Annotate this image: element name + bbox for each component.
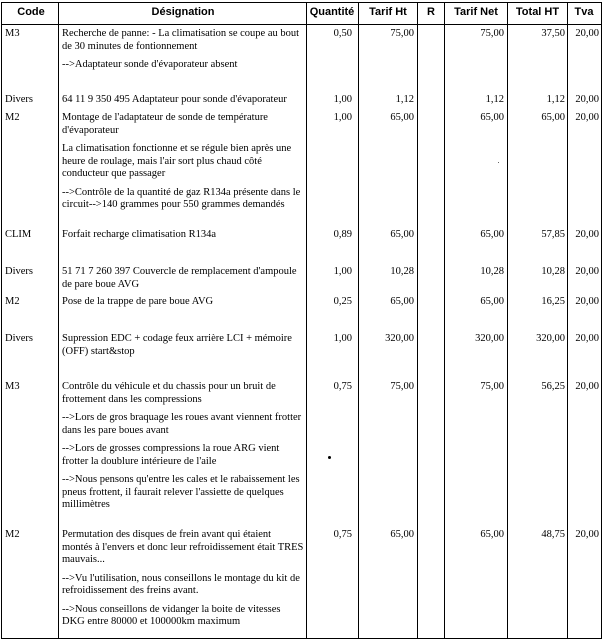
header-tarif-ht: Tarif Ht xyxy=(369,6,407,18)
row-tarif-net: 75,00 xyxy=(480,381,504,392)
header-quantite: Quantité xyxy=(309,6,355,18)
row-tarif-net: 10,28 xyxy=(480,266,504,277)
row-quantite: 0,50 xyxy=(333,28,352,39)
row-tva: 20,00 xyxy=(575,28,599,39)
row-tva: 20,00 xyxy=(575,529,599,540)
row-designation xyxy=(62,112,304,218)
row-code: Divers xyxy=(5,333,33,344)
row-tarif-net: 65,00 xyxy=(480,529,504,540)
row-total-ht: 10,28 xyxy=(541,266,565,277)
designation-paragraph: Recherche de panne: - La climatisation se coupe au bout de 30 minutes de fontionnement xyxy=(62,28,300,52)
designation-paragraph: -->Nous pensons qu'entre les cales et le rabaissement les pneus frottent, il faurait relever l'assiette de quelques millimètres xyxy=(62,474,300,510)
row-code: Divers xyxy=(5,266,33,277)
designation-paragraph: Pose de la trappe de pare boue AVG xyxy=(62,296,214,307)
row-total-ht: 16,25 xyxy=(541,296,565,307)
row-tarif-ht: 10,28 xyxy=(390,266,414,277)
row-code: CLIM xyxy=(5,229,32,240)
row-tarif-ht: 65,00 xyxy=(390,529,414,540)
row-tarif-ht: 75,00 xyxy=(390,381,414,392)
row-tarif-ht: 65,00 xyxy=(390,229,414,240)
stray-mark xyxy=(328,456,331,459)
designation-paragraph: -->Nous conseillons de vidanger la boite de vitesses DKG entre 80000 et 100000km maximum xyxy=(62,603,281,627)
row-quantite: 0,75 xyxy=(333,529,352,540)
row-designation xyxy=(62,296,304,315)
row-quantite: 0,75 xyxy=(333,381,352,392)
row-code: M3 xyxy=(5,28,20,39)
row-quantite: 1,00 xyxy=(333,266,352,277)
col-divider xyxy=(58,2,59,639)
row-tarif-ht: 1,12 xyxy=(395,94,414,105)
header-r: R xyxy=(427,6,435,18)
row-designation xyxy=(62,529,304,635)
row-total-ht: 37,50 xyxy=(541,28,565,39)
table-header xyxy=(1,2,602,25)
row-code: M2 xyxy=(5,296,20,307)
row-quantite: 1,00 xyxy=(333,333,352,344)
designation-paragraph: Supression EDC + codage feux arrière LCI + mémoire (OFF) start&stop xyxy=(62,333,292,357)
invoice-table xyxy=(1,2,602,639)
designation-paragraph: -->Adaptateur sonde d'évaporateur absent xyxy=(62,59,238,70)
col-divider xyxy=(417,2,418,639)
row-code: M2 xyxy=(5,112,20,123)
row-designation xyxy=(62,28,304,78)
row-tarif-net: 65,00 xyxy=(480,229,504,240)
header-total-ht: Total HT xyxy=(515,6,560,18)
row-designation xyxy=(62,381,304,518)
row-tarif-ht: 65,00 xyxy=(390,296,414,307)
header-tva: Tva xyxy=(574,6,594,18)
row-quantite: 0,89 xyxy=(333,229,352,240)
stray-mark xyxy=(498,162,499,163)
row-tarif-net: 65,00 xyxy=(480,296,504,307)
row-code: Divers xyxy=(5,94,33,105)
row-designation xyxy=(62,266,304,297)
row-tva: 20,00 xyxy=(575,296,599,307)
header-code: Code xyxy=(17,6,45,18)
row-tva: 20,00 xyxy=(575,381,599,392)
row-quantite: 1,00 xyxy=(333,94,352,105)
row-code: M3 xyxy=(5,381,20,392)
row-tarif-net: 65,00 xyxy=(480,112,504,123)
row-quantite: 1,00 xyxy=(333,112,352,123)
designation-paragraph: -->Vu l'utilisation, nous conseillons le montage du kit de refroidissement des freins avant. xyxy=(62,572,300,596)
row-tarif-ht: 75,00 xyxy=(390,28,414,39)
designation-paragraph: La climatisation fonctionne et se régule bien après une heure de roulage, mais l'air sort plus chaud côté conducteur que passager xyxy=(62,143,292,179)
row-total-ht: 48,75 xyxy=(541,529,565,540)
row-designation xyxy=(62,229,304,248)
row-tva: 20,00 xyxy=(575,266,599,277)
row-tarif-ht: 65,00 xyxy=(390,112,414,123)
designation-paragraph: 51 71 7 260 397 Couvercle de remplacement d'ampoule de pare boue AVG xyxy=(62,266,297,290)
row-tva: 20,00 xyxy=(575,229,599,240)
designation-paragraph: Permutation des disques de frein avant qui étaient montés à l'envers et donc leur refroidissement était TRES mauvais... xyxy=(62,529,304,565)
row-designation xyxy=(62,333,304,364)
designation-paragraph: Contrôle du véhicule et du chassis pour un bruit de frottement dans les compressions xyxy=(62,381,276,405)
designation-paragraph: -->Lors de gros braquage les roues avant viennent frotter dans les pare boues avant xyxy=(62,412,302,436)
row-total-ht: 1,12 xyxy=(546,94,565,105)
row-designation xyxy=(62,94,304,113)
row-total-ht: 56,25 xyxy=(541,381,565,392)
designation-paragraph: -->Lors de grosses compressions la roue ARG vient frotter la doublure intérieure de l'aile xyxy=(62,443,280,467)
row-total-ht: 320,00 xyxy=(536,333,565,344)
row-tarif-ht: 320,00 xyxy=(385,333,414,344)
row-tarif-net: 75,00 xyxy=(480,28,504,39)
designation-paragraph: Montage de l'adaptateur de sonde de température d'évaporateur xyxy=(62,112,268,136)
row-quantite: 0,25 xyxy=(333,296,352,307)
row-code: M2 xyxy=(5,529,20,540)
row-tva: 20,00 xyxy=(575,94,599,105)
row-tarif-net: 320,00 xyxy=(475,333,504,344)
designation-paragraph: Forfait recharge climatisation R134a xyxy=(62,229,217,240)
row-total-ht: 65,00 xyxy=(541,112,565,123)
row-tva: 20,00 xyxy=(575,112,599,123)
row-tva: 20,00 xyxy=(575,333,599,344)
designation-paragraph: -->Contrôle de la quantité de gaz R134a présente dans le circuit-->140 grammes pour 550 grammes demandés xyxy=(62,186,301,210)
row-total-ht: 57,85 xyxy=(541,229,565,240)
row-tarif-net: 1,12 xyxy=(485,94,504,105)
header-tarif-net: Tarif Net xyxy=(454,6,498,18)
header-designation: Désignation xyxy=(151,6,215,18)
designation-paragraph: 64 11 9 350 495 Adaptateur pour sonde d'évaporateur xyxy=(62,94,287,105)
